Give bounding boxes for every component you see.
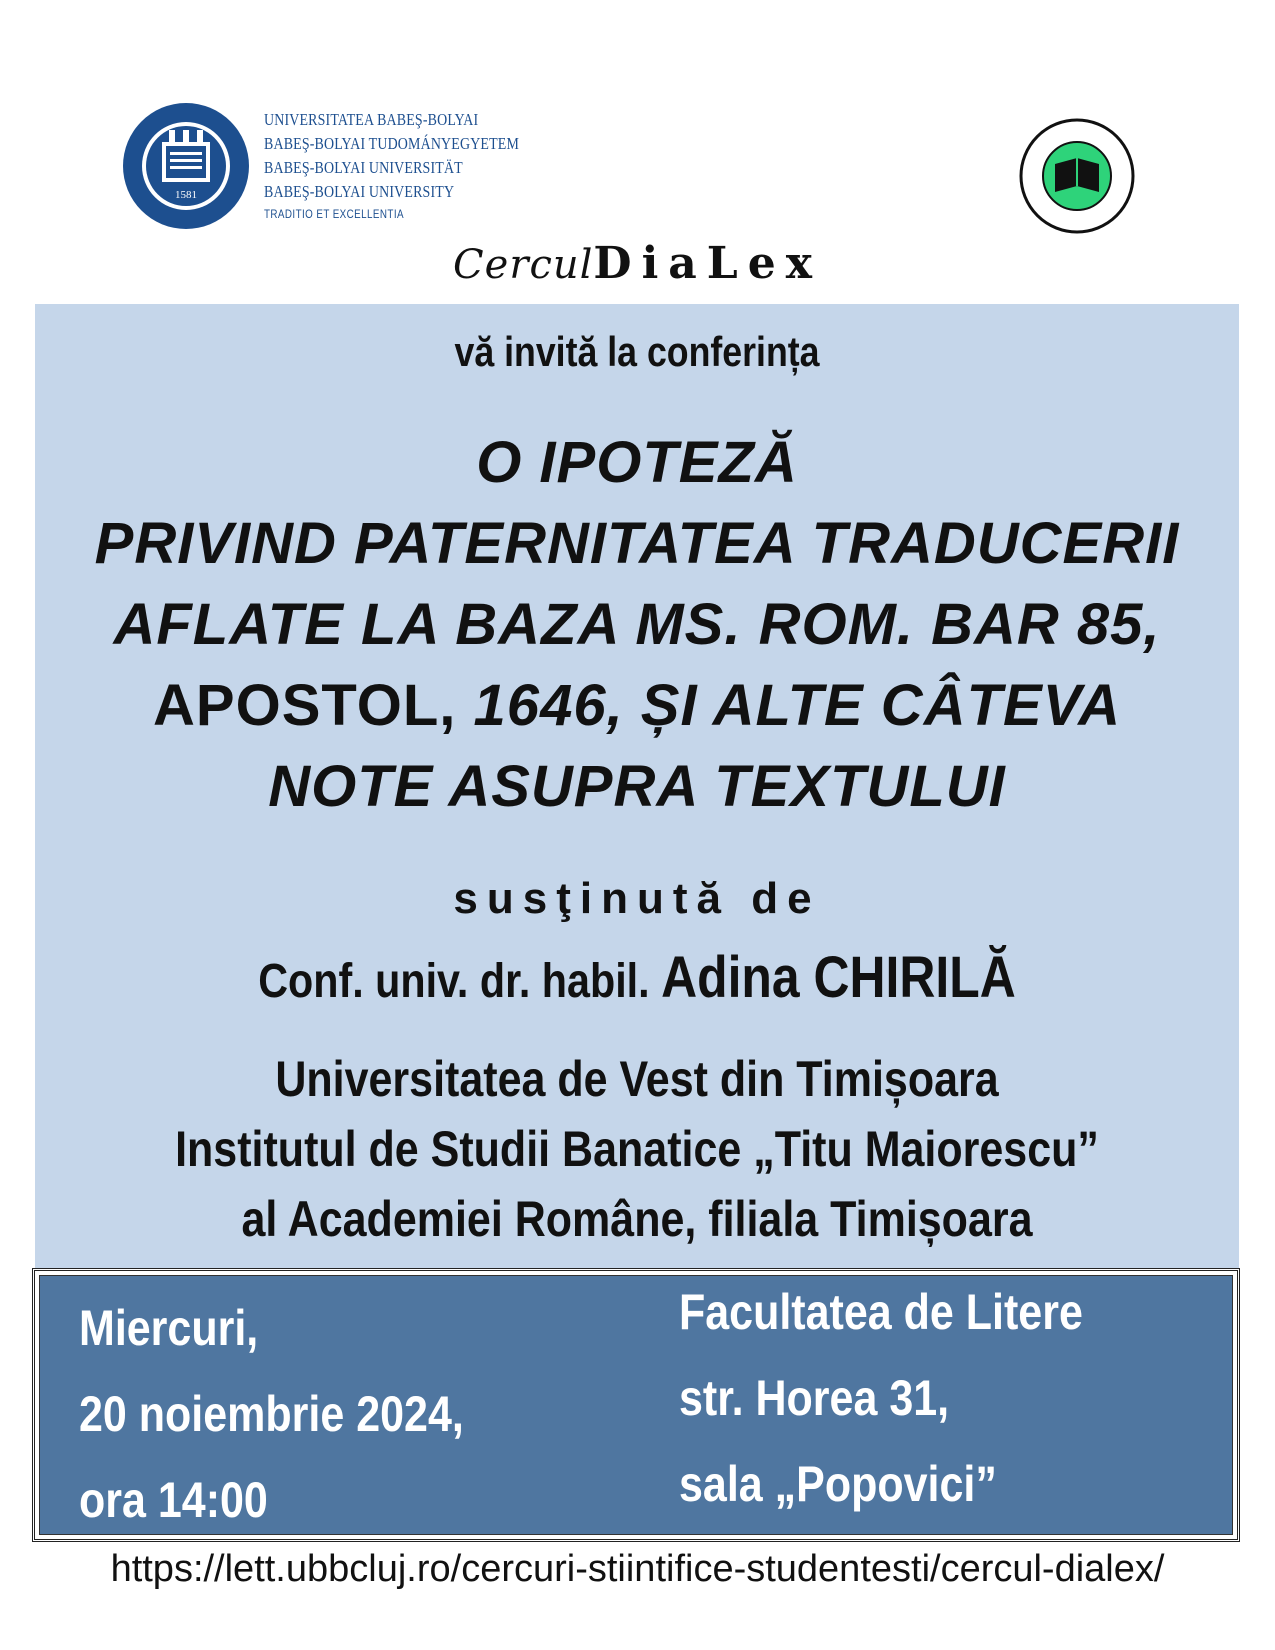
circle-name: DiaLex: [593, 238, 822, 289]
title-line-5: NOTE ASUPRA TEXTULUI: [268, 754, 1006, 819]
affiliation-line-1: Universitatea de Vest din Timișoara: [275, 1051, 999, 1107]
affiliation-line-3: al Academiei Române, filiala Timișoara: [241, 1191, 1033, 1247]
event-location: [679, 1269, 1083, 1527]
circle-prefix: Cercul: [453, 242, 594, 288]
title-line-4: [35, 665, 1239, 746]
university-tagline: TRADITIO ET EXCELLENTIA: [264, 207, 404, 221]
footer-url[interactable]: https://lett.ubbcluj.ro/cercuri-stiintifice-studentesti/cercul-dialex/: [110, 1548, 1165, 1590]
event-date: 20 noiembrie 2024,: [79, 1386, 464, 1442]
university-name-ro: UNIVERSITATEA BABEŞ-BOLYAI: [264, 110, 479, 129]
university-seal-logo: [120, 100, 252, 232]
affiliation-line-2: Institutul de Studii Banatice „Titu Maiorescu”: [175, 1121, 1099, 1177]
circle-name-heading: [0, 238, 1275, 289]
university-name-block: [264, 108, 519, 224]
university-name-hu: BABEŞ-BOLYAI TUDOMÁNYEGYETEM: [264, 134, 520, 153]
speaker-affiliation: [119, 1044, 1154, 1254]
invitation-panel: [35, 304, 1239, 1269]
title-line-4-upright: APOSTOL,: [153, 673, 457, 738]
speaker-name: Adina CHIRILĂ: [661, 945, 1016, 1010]
event-venue: Facultatea de Litere: [679, 1284, 1083, 1340]
speaker: [119, 944, 1154, 1011]
title-line-3: AFLATE LA BAZA MS. ROM. BAR 85,: [113, 592, 1161, 657]
event-time: ora 14:00: [79, 1472, 268, 1528]
speaker-title: Conf. univ. dr. habil.: [258, 955, 650, 1008]
seal-year: 1581: [175, 189, 197, 201]
university-name-en: BABEŞ-BOLYAI UNIVERSITY: [264, 182, 455, 201]
title-line-1: O IPOTEZĂ: [476, 430, 798, 495]
presented-by: susţinută de: [453, 874, 821, 923]
invitation-intro: vă invită la conferința: [454, 328, 820, 375]
conference-title: [35, 422, 1239, 827]
title-line-4-italic: 1646, ȘI ALTE CÂTEVA: [456, 673, 1121, 738]
event-day: Miercuri,: [79, 1300, 259, 1356]
event-street: str. Horea 31,: [679, 1370, 950, 1426]
event-info-box: [32, 1268, 1240, 1542]
event-datetime: [79, 1285, 464, 1543]
event-room: sala „Popovici”: [679, 1456, 997, 1512]
faculty-logo: [1017, 116, 1137, 236]
university-name-de: BABEŞ-BOLYAI UNIVERSITÄT: [264, 158, 463, 177]
title-line-2: PRIVIND PATERNITATEA TRADUCERII: [94, 511, 1180, 576]
